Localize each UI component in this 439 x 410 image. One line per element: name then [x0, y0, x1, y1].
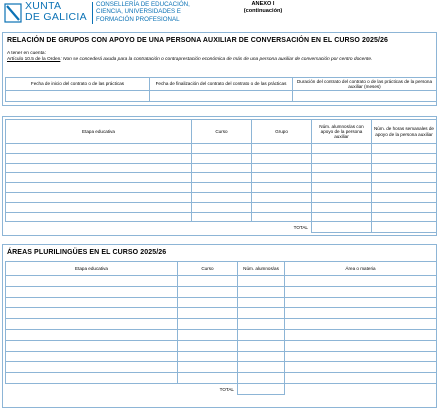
table-cell-input[interactable]	[192, 212, 252, 222]
table-cell-input[interactable]	[6, 163, 192, 173]
table-cell-input[interactable]	[6, 173, 192, 183]
table-cell-input[interactable]	[312, 183, 372, 193]
contract-dates-section	[2, 32, 437, 106]
col-etapa: Etapa educativa	[6, 120, 192, 144]
table-cell-input[interactable]	[372, 192, 437, 202]
table-cell-input[interactable]	[238, 351, 285, 362]
logo-line1: XUNTA	[25, 0, 62, 12]
table-cell-input[interactable]	[252, 173, 312, 183]
table-cell-input[interactable]	[178, 286, 238, 297]
table-cell-input[interactable]	[312, 144, 372, 154]
table-cell-input[interactable]	[285, 319, 437, 330]
table-cell-input[interactable]	[238, 297, 285, 308]
table-row	[6, 308, 437, 319]
table-cell-input[interactable]	[6, 183, 192, 193]
table-cell-input[interactable]	[6, 340, 178, 351]
department-line: CONSELLERÍA DE EDUCACIÓN,	[96, 1, 190, 8]
total-alumnos-field[interactable]	[238, 383, 285, 394]
table-cell-input[interactable]	[192, 202, 252, 212]
groups-section	[2, 116, 437, 236]
table-cell-input[interactable]	[312, 153, 372, 163]
xunta-logo-icon	[4, 3, 22, 23]
table-cell-input[interactable]	[178, 319, 238, 330]
table-row	[6, 373, 437, 384]
table-cell-input[interactable]	[285, 373, 437, 384]
table-row	[6, 351, 437, 362]
table-cell-input[interactable]	[312, 163, 372, 173]
table-cell-input[interactable]	[6, 202, 192, 212]
col-duration: Duración del contrato del contrato o de las prácticas de la persona auxiliar (meses)	[293, 78, 437, 91]
table-cell-input[interactable]	[238, 286, 285, 297]
table-cell-input[interactable]	[285, 329, 437, 340]
annex-subtitle: (continuación)	[243, 8, 283, 14]
table-cell-input[interactable]	[252, 192, 312, 202]
col-num-alumnos: Núm. alumnos/as con apoyo de la persona auxiliar	[312, 120, 372, 144]
table-row	[6, 276, 437, 287]
table-cell-input[interactable]	[6, 286, 178, 297]
col-num-horas: Núm. de horas semanales de apoyo de la persona auxiliar	[372, 120, 437, 144]
table-cell-input[interactable]	[192, 153, 252, 163]
table-cell-input[interactable]	[238, 373, 285, 384]
table-cell-input[interactable]	[252, 183, 312, 193]
total-alumnos-field[interactable]	[312, 222, 372, 233]
contract-dates-table	[5, 77, 437, 102]
table-row	[6, 192, 437, 202]
table-cell-input[interactable]	[252, 202, 312, 212]
table-cell-input[interactable]	[285, 276, 437, 287]
table-cell-input[interactable]	[312, 173, 372, 183]
logo-divider	[92, 2, 93, 24]
department-name	[96, 1, 236, 23]
table-cell-input[interactable]	[178, 362, 238, 373]
table-cell-input[interactable]	[285, 286, 437, 297]
table-cell-input[interactable]	[312, 212, 372, 222]
col-end-date: Fecha de finalización del contrato del contrato o de las prácticas	[150, 78, 293, 91]
table-row	[6, 212, 437, 222]
section3-title: ÁREAS PLURILINGÜES EN EL CURSO 2025/26	[7, 249, 167, 256]
table-cell-input[interactable]	[6, 351, 178, 362]
table-row	[6, 329, 437, 340]
note-ref: Artículo 10.5 de la Orden	[7, 57, 61, 62]
department-line: CIENCIA, UNIVERSIDADES E	[96, 8, 181, 16]
table-cell-input[interactable]	[312, 192, 372, 202]
annex-label: ANEXO I	[251, 1, 275, 7]
table-row	[6, 173, 437, 183]
table-cell-input[interactable]	[372, 183, 437, 193]
table-row	[6, 340, 437, 351]
table-cell-input[interactable]	[6, 192, 192, 202]
table-cell-input[interactable]	[192, 173, 252, 183]
table-cell-input[interactable]	[238, 319, 285, 330]
col-curso: Curso	[192, 120, 252, 144]
table-cell-input[interactable]	[372, 163, 437, 173]
table-cell-input[interactable]	[6, 329, 178, 340]
end-date-field[interactable]	[150, 91, 293, 102]
col-num-alumnos: Núm. alumnos/as	[238, 262, 285, 276]
col-curso: Curso	[178, 262, 238, 276]
section1-title: RELACIÓN DE GRUPOS CON APOYO DE UNA PERSONA AUXILIAR DE CONVERSACIÓN EN EL CURSO 2025/26	[7, 37, 389, 44]
table-row	[6, 362, 437, 373]
table-row	[6, 183, 437, 193]
table-cell-input[interactable]	[178, 340, 238, 351]
total-label: TOTAL	[6, 383, 238, 394]
table-row	[6, 286, 437, 297]
duration-field[interactable]	[293, 91, 437, 102]
table-cell-input[interactable]	[192, 144, 252, 154]
table-row	[6, 319, 437, 330]
table-cell-input[interactable]	[372, 144, 437, 154]
table-cell-input[interactable]	[6, 297, 178, 308]
table-cell-input[interactable]	[6, 276, 178, 287]
table-cell-input[interactable]	[6, 212, 192, 222]
groups-table	[5, 119, 437, 233]
table-cell-input[interactable]	[178, 276, 238, 287]
plurilingual-section	[2, 244, 437, 408]
table-cell-input[interactable]	[178, 351, 238, 362]
table-cell-input[interactable]	[178, 308, 238, 319]
total-label: TOTAL	[6, 222, 312, 233]
table-cell-input[interactable]	[238, 276, 285, 287]
start-date-field[interactable]	[6, 91, 150, 102]
table-cell-input[interactable]	[6, 144, 192, 154]
col-grupo: Grupo	[252, 120, 312, 144]
table-cell-input[interactable]	[252, 163, 312, 173]
annex-title	[233, 1, 293, 15]
table-cell-input[interactable]	[252, 144, 312, 154]
table-cell-input[interactable]	[238, 340, 285, 351]
table-row	[6, 163, 437, 173]
logo-line2: DE GALICIA	[25, 11, 87, 23]
note-label: A tener en cuenta:	[7, 51, 46, 56]
table-cell-input[interactable]	[6, 319, 178, 330]
table-cell-input[interactable]	[312, 202, 372, 212]
table-cell-input[interactable]	[285, 351, 437, 362]
table-cell-input[interactable]	[238, 329, 285, 340]
table-cell-input[interactable]	[372, 153, 437, 163]
table-row	[6, 144, 437, 154]
plurilingual-table	[5, 261, 437, 395]
table-cell-input[interactable]	[372, 212, 437, 222]
col-etapa: Etapa educativa	[6, 262, 178, 276]
department-line: FORMACIÓN PROFESIONAL	[96, 15, 180, 23]
table-cell-input[interactable]	[252, 153, 312, 163]
empty-cell	[285, 383, 437, 394]
table-cell-input[interactable]	[252, 212, 312, 222]
table-cell-input[interactable]	[238, 362, 285, 373]
table-cell-input[interactable]	[178, 297, 238, 308]
table-cell-input[interactable]	[285, 362, 437, 373]
note-body: : Non se concederá axuda para la contratación o contraprestación económica de más de una persona auxiliar de conversación por centro docente.	[60, 57, 373, 62]
col-start-date: Fecha de inicio del contrato o de las prácticas	[6, 78, 150, 91]
table-cell-input[interactable]	[192, 163, 252, 173]
document-header	[0, 0, 439, 30]
table-cell-input[interactable]	[6, 362, 178, 373]
table-row	[6, 153, 437, 163]
table-cell-input[interactable]	[6, 308, 178, 319]
table-row	[6, 297, 437, 308]
table-cell-input[interactable]	[285, 340, 437, 351]
table-cell-input[interactable]	[192, 192, 252, 202]
table-row	[6, 202, 437, 212]
table-cell-input[interactable]	[285, 308, 437, 319]
table-cell-input[interactable]	[6, 153, 192, 163]
table-cell-input[interactable]	[372, 173, 437, 183]
table-cell-input[interactable]	[6, 373, 178, 384]
table-cell-input[interactable]	[285, 297, 437, 308]
logo-text	[25, 1, 87, 23]
table-cell-input[interactable]	[178, 373, 238, 384]
note-text	[7, 57, 432, 63]
table-cell-input[interactable]	[372, 202, 437, 212]
table-cell-input[interactable]	[178, 329, 238, 340]
col-area: Área o materia	[285, 262, 437, 276]
total-horas-field[interactable]	[372, 222, 437, 233]
table-cell-input[interactable]	[238, 308, 285, 319]
table-cell-input[interactable]	[192, 183, 252, 193]
